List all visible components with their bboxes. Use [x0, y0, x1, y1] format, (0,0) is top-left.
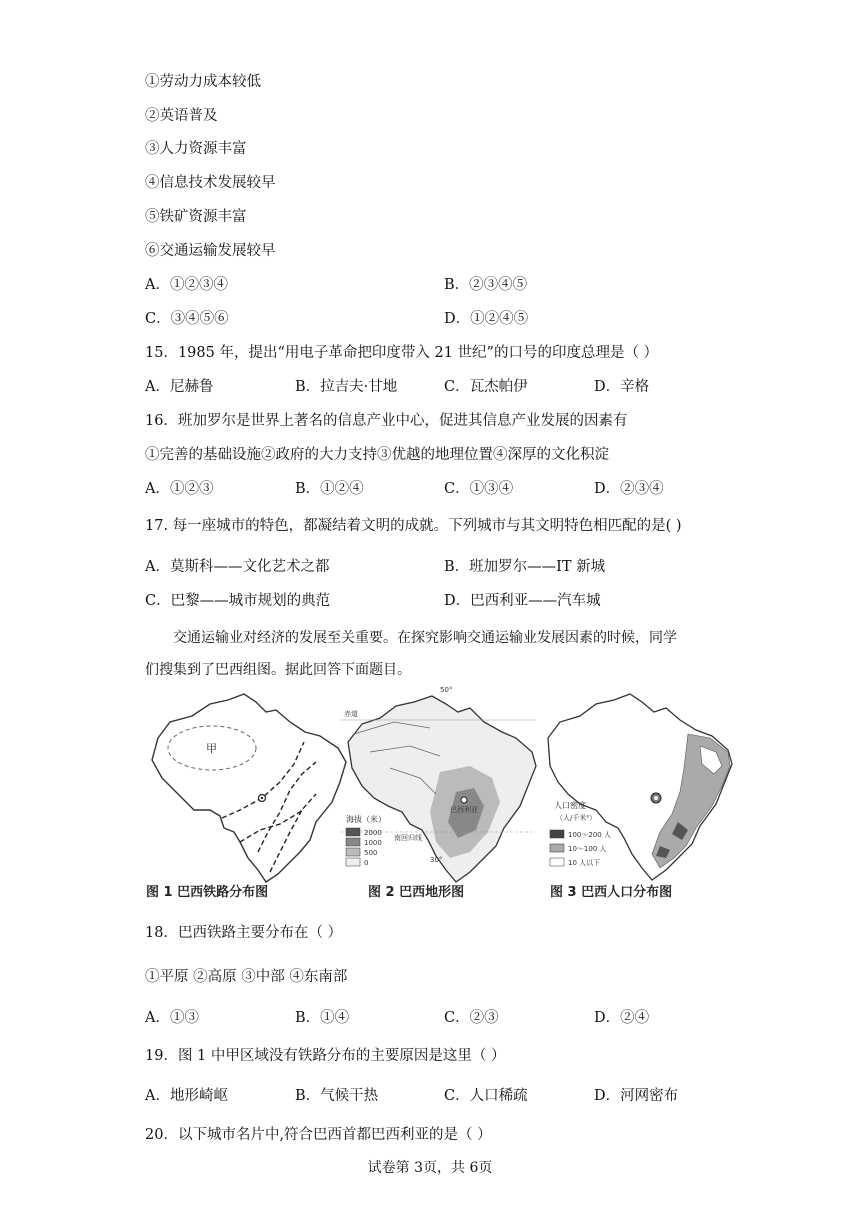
factor-item: ⑤铁矿资源丰富 [145, 209, 247, 225]
q18-statements: ①平原 ②高原 ③中部 ④东南部 [145, 969, 348, 985]
fig3-caption: 图 3 巴西人口分布图 [550, 885, 673, 900]
fig3-legend-item: 10～100 人 [568, 845, 607, 853]
q16-option-d[interactable]: D．②③④ [594, 481, 664, 497]
factor-item: ⑥交通运输发展较早 [145, 243, 276, 259]
fig2-legend-value: 500 [364, 849, 378, 857]
q14-option-d[interactable]: D．①②④⑤ [444, 311, 529, 327]
q14-option-b[interactable]: B．②③④⑤ [444, 277, 528, 293]
fig2-lat-bottom: 30° [430, 856, 443, 864]
fig2-caption: 图 2 巴西地形图 [368, 885, 465, 900]
fig3-population-map [548, 694, 732, 900]
q17-option-d[interactable]: D．巴西利亚——汽车城 [444, 593, 601, 609]
q16-option-b[interactable]: B．①②④ [295, 481, 364, 497]
q15-option-b[interactable]: B．拉吉夫·甘地 [295, 379, 398, 395]
q19-option-c[interactable]: C．人口稀疏 [444, 1088, 528, 1104]
q15-option-c[interactable]: C．瓦杰帕伊 [444, 379, 528, 395]
brazil-figures [140, 682, 740, 904]
factor-item: ④信息技术发展较早 [145, 175, 276, 191]
fig1-region-label: 甲 [206, 742, 217, 755]
factor-item: ②英语普及 [145, 108, 218, 124]
passage-line-1: 交通运输业对经济的发展至关重要。在探究影响交通运输业发展因素的时候，同学 [173, 630, 677, 646]
q15-option-d[interactable]: D．辛格 [594, 379, 650, 395]
fig3-legend-item: 100～200 人 [568, 831, 611, 839]
q20-stem: 20．以下城市名片中,符合巴西首都巴西利亚的是（ ） [145, 1127, 492, 1143]
fig2-legend-value: 0 [364, 859, 369, 867]
q18-option-c[interactable]: C．②③ [444, 1010, 499, 1026]
q17-option-a[interactable]: A．莫斯科——文化艺术之都 [145, 559, 330, 575]
factor-item: ③人力资源丰富 [145, 141, 247, 157]
q18-option-b[interactable]: B．①④ [295, 1010, 350, 1026]
q18-stem: 18．巴西铁路主要分布在（ ） [145, 925, 343, 941]
fig2-equator-label: 赤道 [344, 710, 358, 718]
fig1-railway-map [146, 694, 346, 900]
fig2-topography-map [340, 686, 536, 900]
q18-option-a[interactable]: A．①③ [145, 1010, 199, 1026]
q17-option-c[interactable]: C．巴黎——城市规划的典范 [145, 593, 331, 609]
factor-item: ①劳动力成本较低 [145, 74, 261, 90]
fig1-brazil-outline [152, 694, 346, 882]
q16-option-c[interactable]: C．①③④ [444, 481, 514, 497]
fig2-legend-value: 2000 [364, 829, 382, 837]
q19-stem: 19．图 1 中甲区域没有铁路分布的主要原因是这里（ ） [145, 1048, 506, 1064]
fig2-legend-value: 1000 [364, 839, 382, 847]
fig3-legend-unit: （人/千米²） [556, 814, 597, 822]
q19-option-d[interactable]: D．河网密布 [594, 1088, 679, 1104]
passage-line-2: 们搜集到了巴西组图。据此回答下面题目。 [145, 662, 411, 678]
q14-option-c[interactable]: C．③④⑤⑥ [145, 311, 229, 327]
fig3-legend-title: 人口密度 [554, 801, 586, 810]
fig1-caption: 图 1 巴西铁路分布图 [146, 885, 269, 900]
q18-option-d[interactable]: D．②④ [594, 1010, 650, 1026]
q16-statements: ①完善的基础设施②政府的大力支持③优越的地理位置④深厚的文化积淀 [145, 447, 609, 463]
q14-option-a[interactable]: A．①②③④ [145, 277, 228, 293]
fig2-legend-title: 海拔（米） [346, 815, 386, 824]
q16-stem: 16．班加罗尔是世界上著名的信息产业中心，促进其信息产业发展的因素有 [145, 413, 628, 429]
q17-stem: 17. 每一座城市的特色，都凝结着文明的成就。下列城市与其文明特色相匹配的是( ) [145, 518, 682, 534]
q15-option-a[interactable]: A．尼赫鲁 [145, 379, 214, 395]
fig2-tropic-label: 南回归线 [394, 834, 422, 842]
fig2-capital-label: 巴西利亚 [450, 806, 478, 814]
page-footer: 试卷第 3页，共 6页 [367, 1160, 493, 1176]
q16-option-a[interactable]: A．①②③ [145, 481, 214, 497]
fig2-lat-top: 50° [440, 686, 453, 694]
q19-option-a[interactable]: A．地形崎岖 [145, 1088, 228, 1104]
q17-option-b[interactable]: B．班加罗尔——IT 新城 [444, 559, 606, 575]
fig2-capital-marker [461, 797, 467, 803]
q19-option-b[interactable]: B．气候干热 [295, 1088, 379, 1104]
q15-stem: 15．1985 年，提出“用电子革命把印度带入 21 世纪”的口号的印度总理是（ ） [145, 345, 659, 361]
fig3-legend-item: 10 人以下 [568, 859, 601, 867]
